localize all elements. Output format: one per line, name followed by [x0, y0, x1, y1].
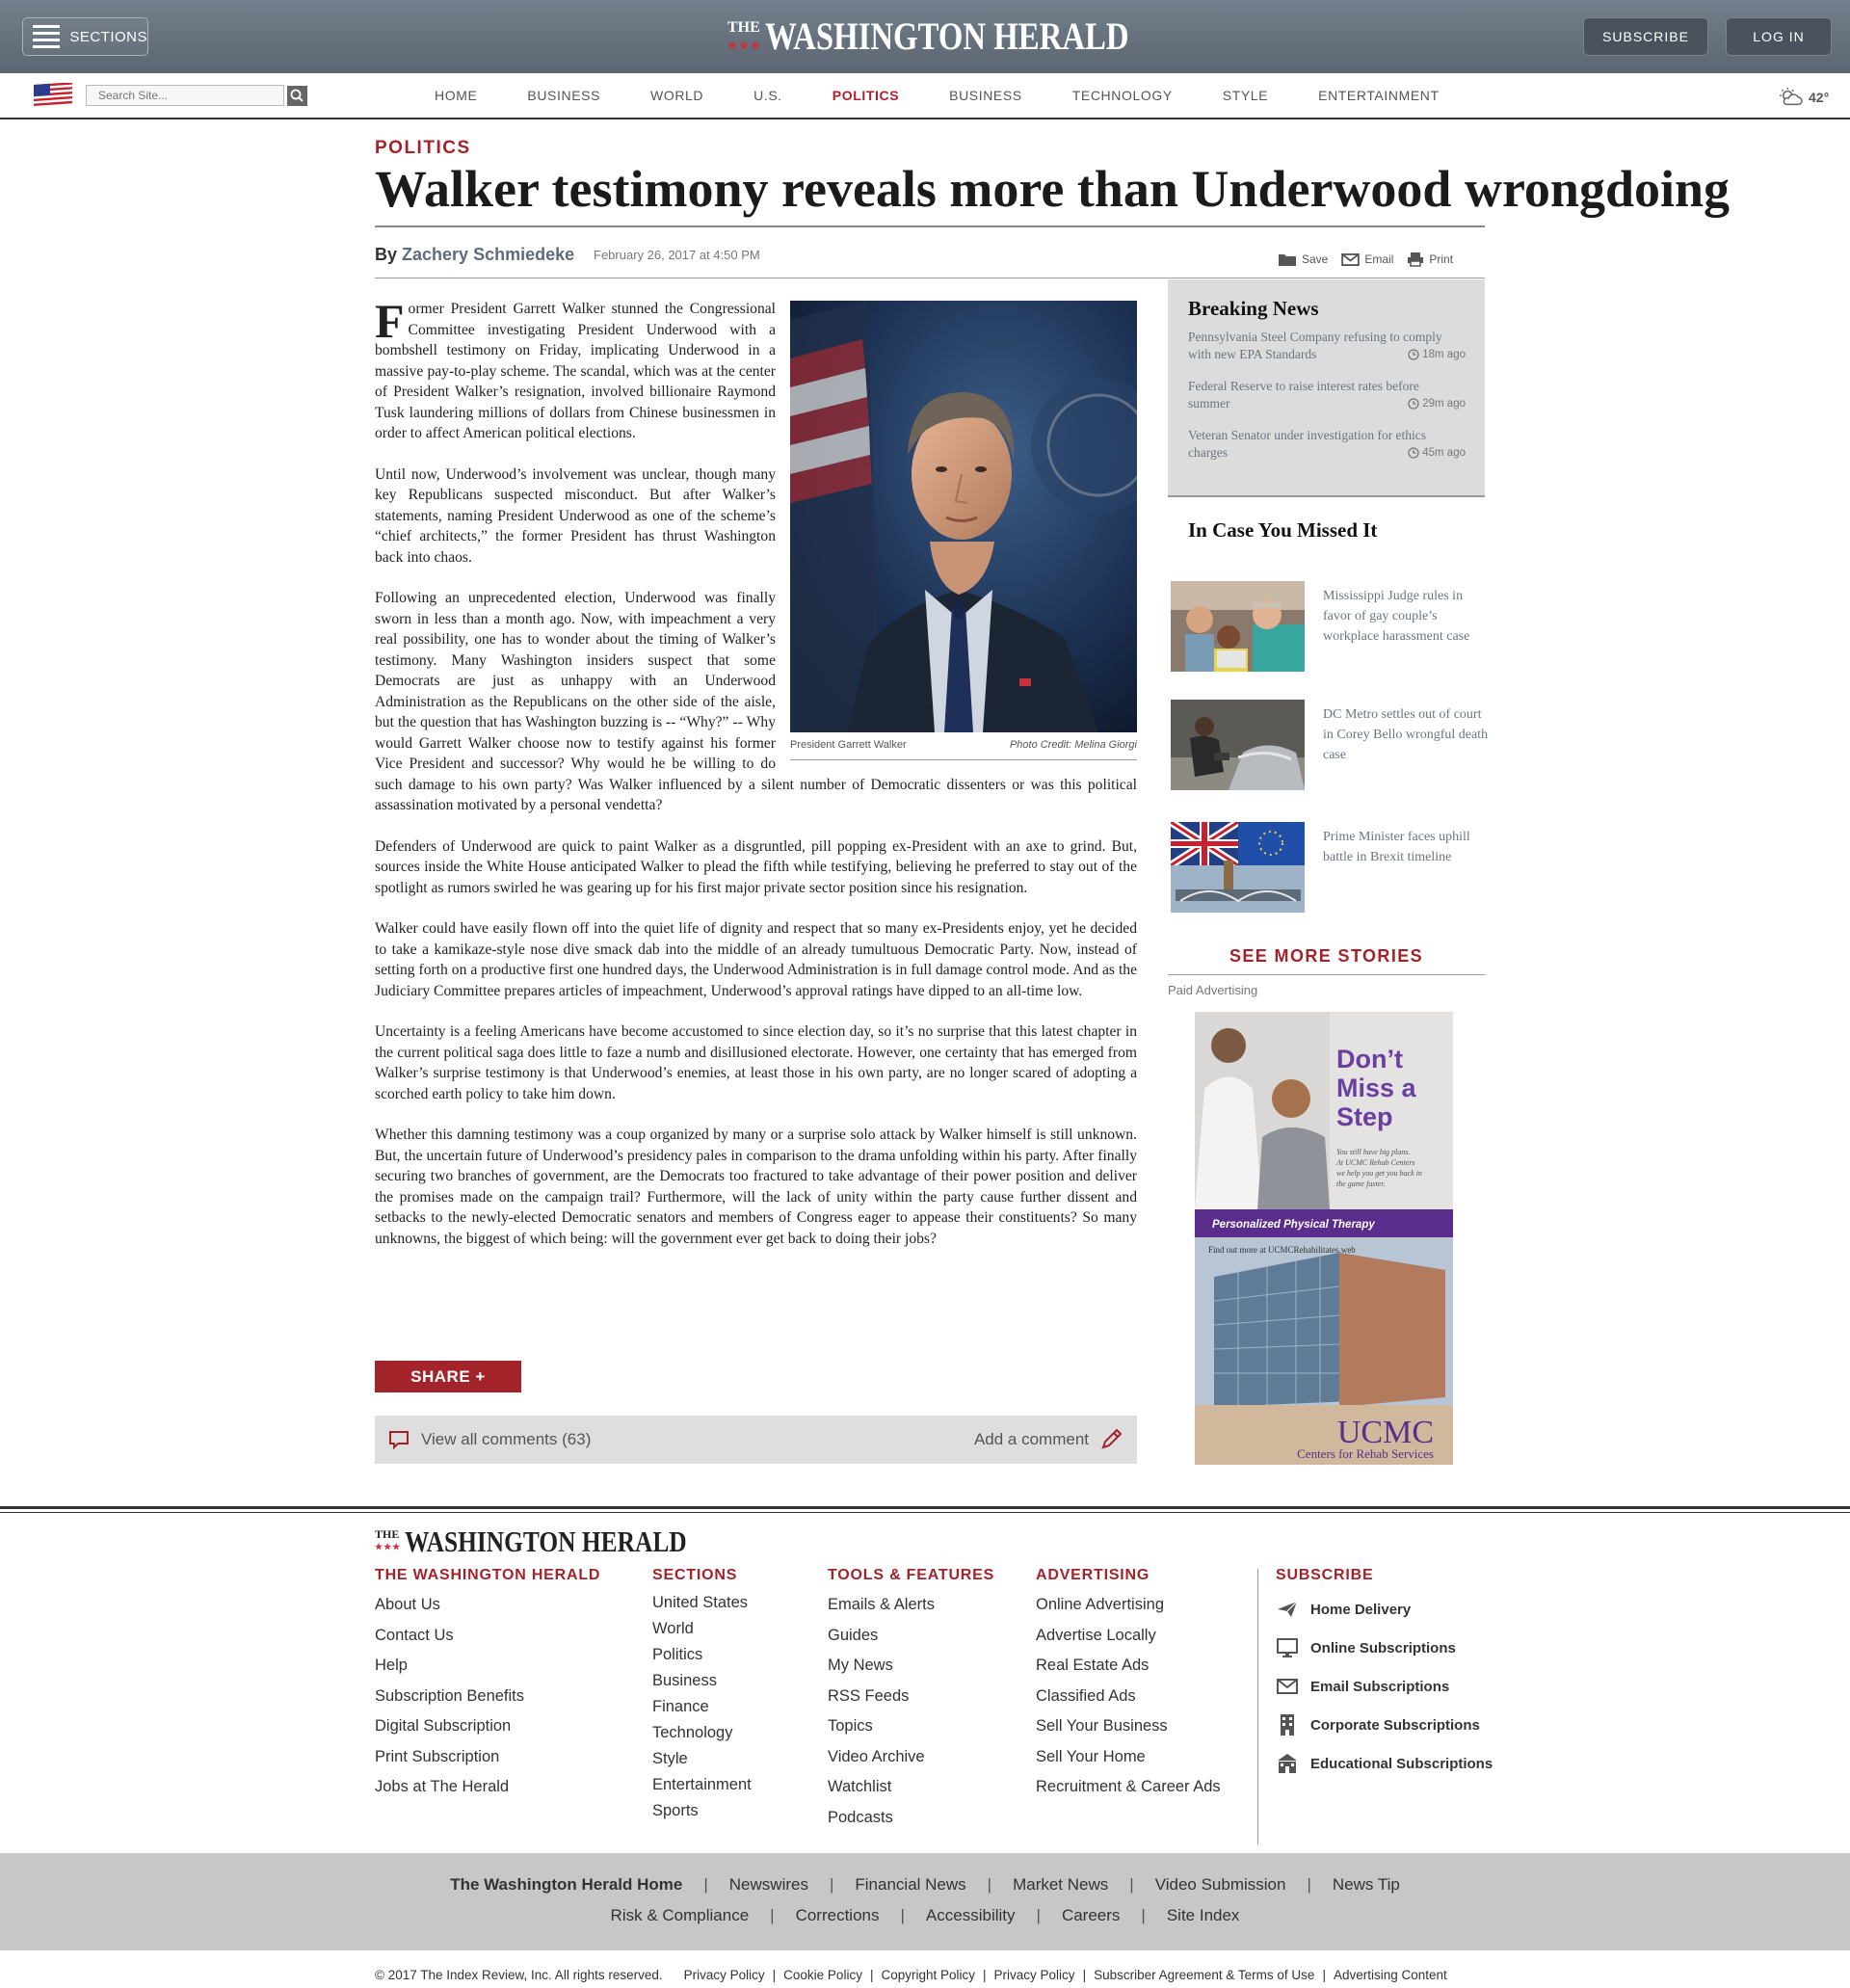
nav-business-2[interactable]: BUSINESS [949, 88, 1022, 103]
ad-headline-1: Don’t [1336, 1045, 1403, 1074]
email-subscriptions-link[interactable] [1276, 1667, 1493, 1706]
clock-icon [1408, 349, 1419, 360]
ad-body-4: the game faster. [1336, 1180, 1386, 1188]
brexit-flags-thumbnail [1171, 822, 1305, 913]
footer-link[interactable]: Style [652, 1750, 688, 1767]
missed-story[interactable] [1171, 581, 1489, 672]
subscribe-option-label: Email Subscriptions [1310, 1678, 1450, 1695]
article-body [375, 294, 1137, 1269]
footer-link[interactable]: Recruitment & Career Ads [1036, 1778, 1221, 1795]
logo-the: THE [727, 19, 760, 36]
monitor-icon [1276, 1636, 1299, 1659]
article-kicker[interactable]: POLITICS [375, 138, 471, 158]
missed-story[interactable] [1171, 700, 1489, 790]
online-subscriptions-link[interactable] [1276, 1629, 1493, 1667]
family-photo-thumbnail [1171, 581, 1305, 672]
site-logo[interactable] [727, 13, 1209, 60]
footer-link[interactable]: RSS Feeds [828, 1686, 910, 1705]
breaking-time-label: 18m ago [1422, 349, 1466, 360]
footer-link[interactable]: Emails & Alerts [828, 1596, 935, 1613]
ad-brand: UCMC [1336, 1415, 1434, 1450]
legal-link[interactable]: Cookie Policy [783, 1968, 862, 1982]
nav-business[interactable]: BUSINESS [527, 88, 601, 103]
nav-style[interactable]: STYLE [1222, 88, 1269, 103]
breaking-item-text: Federal Reserve to raise interest rates before summer [1188, 379, 1419, 411]
nav-home[interactable]: HOME [435, 88, 478, 103]
footer-link[interactable]: Real Estate Ads [1036, 1657, 1150, 1674]
footer-link[interactable]: Subscription Benefits [375, 1686, 525, 1705]
missed-story-title: Mississippi Judge rules in favor of gay couple’s workplace harassment case [1323, 589, 1470, 644]
lead-photo [790, 301, 1137, 760]
comments-bar [375, 1416, 1137, 1464]
save-button[interactable] [1278, 252, 1328, 267]
breaking-item-time [1408, 444, 1466, 462]
footer-column-subscribe [1276, 1567, 1493, 1783]
footer-link[interactable]: Video Archive [828, 1747, 925, 1765]
sections-button[interactable] [22, 17, 148, 56]
footer-link[interactable]: My News [828, 1657, 893, 1674]
email-button[interactable] [1341, 252, 1393, 267]
footer-link[interactable]: Entertainment [652, 1776, 752, 1793]
save-label: Save [1302, 252, 1329, 266]
drop-cap: F [375, 294, 405, 348]
breaking-time-label: 29m ago [1422, 398, 1466, 410]
breaking-news-box [1168, 279, 1485, 497]
footer-link[interactable]: United States [652, 1594, 749, 1611]
footer-newswires-link[interactable]: Newswires [728, 1875, 808, 1894]
footer-link[interactable]: Help [375, 1657, 408, 1674]
author-link[interactable]: Zachery Schmiedeke [402, 245, 575, 264]
footer-link[interactable]: Sports [652, 1802, 699, 1819]
nav-politics[interactable]: POLITICS [832, 88, 900, 103]
footer-column-title: SECTIONS [652, 1567, 738, 1583]
footer-link[interactable]: Online Advertising [1036, 1596, 1164, 1613]
nav-bar [0, 73, 1850, 119]
paragraph-5: Walker could have easily flown off into the quiet life of dignity and respect that so many ex-Presidents enjoy, yet he decided to take a kamikaze-style nose dive smack dab into the middle of an already tumultuous Democratic Party. Now, instead of setting forth on a productive first one hundred days, the Underwood Administration is in full damage control mode. And as the Judiciary Committee prepares articles of impeachment, Underwood’s approval ratings have dipped to an all-time low. [375, 920, 1137, 999]
footer-link[interactable]: Watchlist [828, 1778, 892, 1795]
footer-risk-link[interactable]: Risk & Compliance [610, 1906, 750, 1924]
footer-column-tools [828, 1567, 994, 1833]
footer-home-link[interactable]: The Washington Herald Home [450, 1875, 683, 1894]
paragraph-7: Whether this damning testimony was a coup organized by many or a surprise solo attack by Walker himself is still unknown. But, the uncertain future of Underwood’s presidency pales in comparison to the drama unfolding within his party. After finally securing two branches of government, are the Democrats too fractured to take advantage of their power position and deliver the promises made on the campaign trail? Furthermore, will the lack of unity within the party cause further dissent and setbacks to the newly-elected Democratic senators and members of Congress eager to appease their constituents? So many unknowns, the biggest of which being: will the government ever get back to doing their jobs? [375, 1127, 1137, 1247]
legal-row: © 2017 The Index Review, Inc. All rights reserved. Privacy Policy | Cookie Policy | Copyright Policy | Privacy Policy | Subscriber Agreement & Terms of Use | Advertising Content [375, 1968, 1447, 1982]
email-label: Email [1364, 252, 1394, 266]
breaking-item[interactable] [1188, 427, 1466, 462]
search-icon [287, 86, 307, 106]
temperature: 42° [1809, 90, 1830, 105]
nav-entertainment[interactable]: ENTERTAINMENT [1318, 88, 1440, 103]
footer-rule-thin [0, 1512, 1850, 1513]
footer-logo-name: WASHINGTON HERALD [405, 1524, 687, 1558]
footer-market-news-link[interactable]: Market News [1013, 1875, 1109, 1894]
photo-caption [790, 732, 1137, 760]
article-tools [1278, 252, 1453, 267]
search-input[interactable] [86, 85, 284, 106]
building-icon [1276, 1713, 1299, 1736]
article-headline: Walker testimony reveals more than Underwood wrongdoing [375, 160, 1731, 218]
copyright-text: © 2017 The Index Review, Inc. All rights reserved. [375, 1968, 663, 1982]
share-button[interactable]: SHARE + [375, 1361, 521, 1392]
footer-link[interactable]: Topics [828, 1717, 873, 1735]
ad-band-text: Personalized Physical Therapy [1212, 1219, 1375, 1231]
footer-links-row-2: Risk & Compliance | Corrections | Accessibility | Careers | Site Index [610, 1906, 1240, 1924]
ad-headline-2: Miss a [1336, 1074, 1416, 1102]
legal-link[interactable]: Privacy Policy [993, 1968, 1075, 1982]
footer-link[interactable]: Sell Your Home [1036, 1747, 1146, 1765]
clock-icon [1408, 447, 1419, 459]
paragraph-3: Following an unprecedented election, Underwood was finally sworn in less than a month ago. Now, with impeachment a very real possibility, one has to wonder about the timing of Walker’s testimony. Many Washington insiders suspect that some Democrats are just as unhappy with an Underwood Administration as the Republicans on the other side of the aisle, but the question that has Washington buzzing is -- “Why?” -- Why would Garrett Walker choose now to testify against his former Vice President and successor? Why would he be willing to do such damage to his own party? Was Walker influenced by a silent number of Democratic dissenters or was this political assassination motivated by a personal vendetta? [375, 590, 1137, 813]
logo-stars: ★★★ [727, 39, 762, 52]
headline-divider [375, 225, 1485, 227]
add-comment-link[interactable] [974, 1427, 1123, 1452]
paragraph-1-text: ormer President Garrett Walker stunned the Congressional Committee investigating President Underwood with a bombshell testimony on Friday, implicating Underwood in a massive pay-to-play scheme. The scandal, which was at the center of President Walker’s resignation, involved billionaire Raymond Tusk laundering millions of dollars from Chinese businessmen in order to affect American political elections. [375, 301, 776, 441]
footer-link[interactable]: Podcasts [828, 1808, 893, 1826]
caption-text: President Garrett Walker [790, 739, 907, 751]
educational-subscriptions-link[interactable] [1276, 1744, 1493, 1783]
nav-world[interactable]: WORLD [650, 88, 704, 103]
print-button[interactable] [1407, 252, 1453, 267]
footer-rule [0, 1506, 1850, 1509]
hamburger-icon [33, 25, 60, 48]
breaking-item-time [1408, 395, 1466, 412]
missed-story[interactable] [1171, 822, 1489, 913]
sections-label: SECTIONS [69, 28, 147, 45]
footer-link[interactable]: World [652, 1620, 694, 1637]
footer-column-advertising [1036, 1567, 1221, 1803]
nav-technology[interactable]: TECHNOLOGY [1071, 88, 1173, 103]
view-comments-link[interactable] [388, 1429, 591, 1450]
footer-column-herald [375, 1567, 600, 1803]
footer-link[interactable]: About Us [375, 1596, 440, 1613]
envelope-icon [1276, 1675, 1299, 1698]
footer-links-row-1: The Washington Herald Home | Newswires | Financial News | Market News | Video Submission | News Tip [450, 1875, 1400, 1894]
breaking-item-time [1408, 346, 1466, 363]
footer-link[interactable]: Guides [828, 1626, 879, 1644]
footer-link[interactable]: Classified Ads [1036, 1686, 1136, 1705]
missed-story-title: Prime Minister faces uphill battle in Brexit timeline [1323, 830, 1470, 864]
ad-brand-sub: Centers for Rehab Services [1297, 1446, 1434, 1461]
breaking-time-label: 45m ago [1422, 447, 1466, 459]
footer-link[interactable]: Finance [652, 1698, 709, 1715]
footer-link[interactable]: Digital Subscription [375, 1717, 512, 1735]
clock-icon [1408, 398, 1419, 410]
footer-link[interactable]: Technology [652, 1724, 733, 1741]
footer-video-submission-link[interactable]: Video Submission [1154, 1875, 1286, 1894]
photo-credit: Photo Credit: Melina Giorgi [1009, 739, 1137, 751]
paragraph-6: Uncertainty is a feeling Americans have become accustomed to since election day, so it’s no surprise that this latest chapter in the current political saga does little to faze a numb and disillusioned electorate. However, one certainty that has emerged from Walker’s surprise testimony is that Underwood’s enemies, at least those in his own party, are no longer scared of adopting a scorched earth policy to take him down. [375, 1023, 1137, 1102]
footer-link[interactable]: Politics [652, 1646, 703, 1663]
subscribe-option-label: Home Delivery [1310, 1601, 1412, 1618]
footer-corrections-link[interactable]: Corrections [795, 1906, 880, 1924]
byline-by: By [375, 245, 398, 264]
subscribe-option-label: Educational Subscriptions [1310, 1755, 1493, 1772]
legal-link[interactable]: Privacy Policy [683, 1968, 765, 1982]
footer-column-sections [652, 1567, 752, 1824]
partly-cloudy-icon [1778, 87, 1805, 108]
missed-story-title: DC Metro settles out of court in Corey Bello wrongful death case [1323, 707, 1489, 762]
footer-column-title: SUBSCRIBE [1276, 1567, 1374, 1583]
main-nav [435, 88, 1490, 103]
legal-link[interactable]: Subscriber Agreement & Terms of Use [1094, 1968, 1315, 1982]
footer-bottom-bar [0, 1853, 1850, 1950]
footer-news-tip-link[interactable]: News Tip [1332, 1875, 1400, 1894]
breaking-item-text: Veteran Senator under investigation for ethics charges [1188, 428, 1427, 460]
search-button[interactable] [287, 86, 307, 106]
subscribe-option-label: Online Subscriptions [1310, 1639, 1456, 1657]
footer-logo[interactable] [375, 1524, 749, 1559]
see-more-stories-link[interactable]: SEE MORE STORIES [1168, 946, 1485, 975]
pencil-icon [1098, 1427, 1123, 1452]
ad-body-2: At UCMC Rehab Centers [1336, 1158, 1415, 1167]
legal-link[interactable]: Advertising Content [1333, 1968, 1447, 1982]
login-button[interactable]: LOG IN [1726, 17, 1832, 56]
footer-accessibility-link[interactable]: Accessibility [925, 1906, 1016, 1924]
paper-plane-icon [1276, 1598, 1299, 1621]
paragraph-4: Defenders of Underwood are quick to paint Walker as a disgruntled, pill popping ex-President with an axe to grind. But, sources inside the White House anticipated Walker to plead the fifth while testifying, believing he preferred to stay out of the spotlight as rumors swirled he was gearing up for his first major private sector position since his resignation. [375, 837, 1137, 896]
subscribe-option-label: Corporate Subscriptions [1310, 1716, 1480, 1734]
us-flag-icon [34, 83, 74, 108]
rehab-advertisement[interactable] [1195, 1012, 1453, 1465]
footer-column-title: THE WASHINGTON HERALD [375, 1567, 601, 1583]
footer-link[interactable]: Business [652, 1672, 717, 1689]
paragraph-2: Until now, Underwood’s involvement was unclear, though many key Republicans suspected misconduct. But after Walker’s statements, naming President Underwood as one of the scheme’s “chief architects,” the former President has thrust Washington back into chaos. [375, 465, 776, 566]
home-delivery-link[interactable] [1276, 1590, 1493, 1629]
ad-body-1: You still have big plans. [1336, 1148, 1411, 1156]
ad-headline-3: Step [1336, 1102, 1393, 1131]
footer-careers-link[interactable]: Careers [1061, 1906, 1121, 1924]
view-comments-label: View all comments (63) [421, 1430, 592, 1448]
print-label: Print [1429, 252, 1454, 266]
corporate-subscriptions-link[interactable] [1276, 1706, 1493, 1744]
comment-bubble-icon [388, 1429, 410, 1450]
footer-column-divider [1257, 1569, 1258, 1844]
publish-date: February 26, 2017 at 4:50 PM [594, 248, 760, 262]
footer-link[interactable]: Print Subscription [375, 1747, 500, 1765]
email-icon [1341, 253, 1360, 266]
nav-us[interactable]: U.S. [753, 88, 782, 103]
metro-scene-thumbnail [1171, 700, 1305, 790]
breaking-item-text: Pennsylvania Steel Company refusing to comply with new EPA Standards [1188, 330, 1442, 361]
footer-column-title: TOOLS & FEATURES [828, 1567, 995, 1583]
footer-site-index-link[interactable]: Site Index [1166, 1906, 1240, 1924]
footer-logo-stars: ★★★ [375, 1542, 402, 1551]
weather-widget[interactable] [1778, 87, 1829, 108]
breaking-item[interactable] [1188, 378, 1466, 412]
folder-icon [1278, 252, 1297, 267]
breaking-item[interactable] [1188, 329, 1466, 363]
footer-column-title: ADVERTISING [1036, 1567, 1150, 1583]
footer-financial-news-link[interactable]: Financial News [855, 1875, 966, 1894]
paid-advertising-label: Paid Advertising [1168, 983, 1258, 997]
ad-image [1195, 1012, 1453, 1465]
footer-link[interactable]: Jobs at The Herald [375, 1778, 510, 1795]
footer-link[interactable]: Contact Us [375, 1626, 454, 1644]
ad-body-3: we help you get you back in [1336, 1169, 1422, 1178]
add-comment-label: Add a comment [973, 1430, 1089, 1448]
breaking-news-title: Breaking News [1188, 297, 1319, 320]
ad-url-text: Find out more at UCMCRehabilitates.web [1208, 1245, 1356, 1255]
print-icon [1407, 252, 1424, 267]
missed-section-title: In Case You Missed It [1188, 518, 1378, 542]
footer-link[interactable]: Sell Your Business [1036, 1717, 1168, 1735]
footer-logo-the: THE [375, 1527, 400, 1541]
walker-portrait-image [790, 301, 1137, 732]
top-header [0, 0, 1850, 73]
subscribe-button[interactable]: SUBSCRIBE [1583, 17, 1708, 56]
byline [375, 245, 574, 265]
school-icon [1276, 1752, 1299, 1775]
logo-name: WASHINGTON HERALD [765, 14, 1129, 58]
footer-link[interactable]: Advertise Locally [1036, 1626, 1156, 1644]
legal-link[interactable]: Copyright Policy [881, 1968, 976, 1982]
